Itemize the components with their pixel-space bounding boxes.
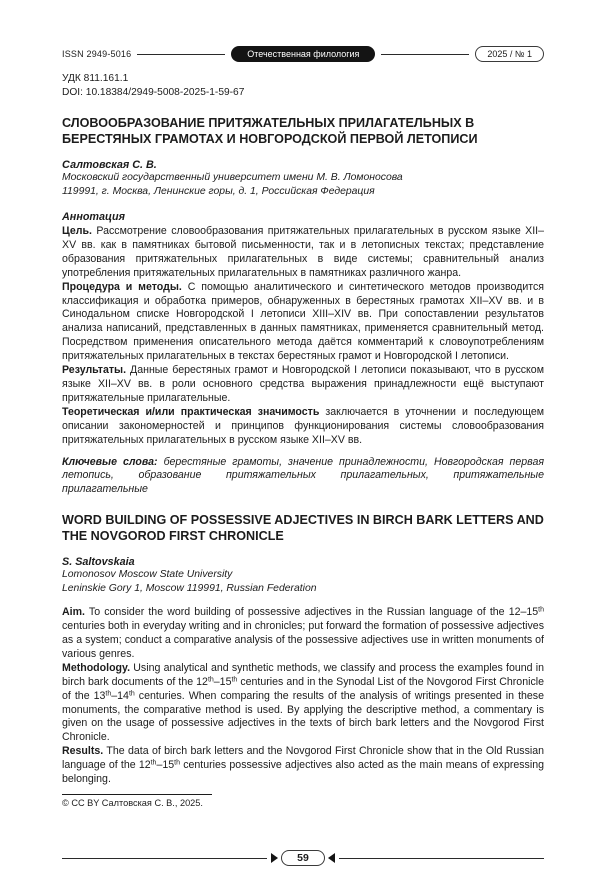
footer-rule-left <box>62 858 267 859</box>
footer-arrow-left-icon <box>271 853 278 863</box>
paragraph-text: To consider the word building of possessive adjectives in the Russian language of the 12–15th centuries both in everyday writing and in chronicles; put forward the formation of possessive adjectives as a system; conduct a comparative analysis of the possessive adjectives use in written monuments of various genres. <box>62 606 544 660</box>
abstract-paragraph-methods <box>62 281 544 364</box>
affiliation-en-2: Leninskie Gory 1, Moscow 119991, Russian Federation <box>62 582 317 594</box>
abstract-paragraph-significance <box>62 406 544 448</box>
affiliation-ru-1: Московский государственный университет имени М. В. Ломоносова <box>62 172 403 183</box>
abstract-paragraph-methodology-en <box>62 662 544 745</box>
header-rule-right <box>381 54 469 55</box>
copyright-footnote <box>62 794 544 808</box>
paragraph-lead: Methodology. <box>62 661 131 674</box>
paragraph-text: Using analytical and synthetic methods, we classify and process the examples found in birch bark documents of the 12th–15th centuries and in the Synodal List of the Novgorod First Chronicle of the 13th–14th centuries. When comparing the results of the analysis of writings presented in these monuments, the comparative method is used. By applying the descriptive method, a commentary is given on the usage of possessive adjectives in the texts of birch bark letters and the Novgorod First Chronicle. <box>62 661 544 744</box>
article-title-ru: СЛОВООБРАЗОВАНИЕ ПРИТЯЖАТЕЛЬНЫХ ПРИЛАГАТЕЛЬНЫХ В БЕРЕСТЯНЫХ ГРАМОТАХ И НОВГОРОДСКОЙ ПЕРВОЙ ЛЕТОПИСИ <box>62 116 478 146</box>
abstract-paragraph-goal <box>62 225 544 281</box>
paragraph-lead: Процедура и методы. <box>62 280 182 293</box>
journal-section-badge: Отечественная филология <box>231 46 375 62</box>
article-title-en: WORD BUILDING OF POSSESSIVE ADJECTIVES IN BIRCH BARK LETTERS AND THE NOVGOROD FIRST CHRONICLE <box>62 513 544 543</box>
paragraph-text: The data of birch bark letters and the Novgorod First Chronicle show that in the Old Russian language of the 12th–15th centuries possessive adjectives also acted as the main means of expressing belonging. <box>62 745 544 786</box>
page-number: 59 <box>281 850 325 866</box>
keywords-text: берестяные грамоты, значение принадлежности, Новгородская первая летопись, образование притяжательных прилагательных, притяжательные прилагательные <box>62 455 544 496</box>
doi-line: DOI: 10.18384/2949-5008-2025-1-59-67 <box>62 86 245 98</box>
page-footer <box>62 850 544 866</box>
journal-header <box>62 46 544 62</box>
paragraph-lead: Теоретическая и/или практическая значимость <box>62 405 320 418</box>
paragraph-text: Данные берестяных грамот и Новгородской I летописи показывают, что в русском языке XII–XV вв. в роли основного средства выражения принадлежности ещё выступают притяжательные прилагательные. <box>62 364 544 404</box>
footer-arrow-right-icon <box>328 853 335 863</box>
author-ru: Салтовская С. В. <box>62 159 157 171</box>
paragraph-lead: Aim. <box>62 606 85 619</box>
paragraph-text: С помощью аналитического и синтетического методов производится классификация и обработка примеров, обнаруженных в берестяных грамотах XII–XV вв. и в Синодальном списке Новгородской I летописи XIII–XIV вв. При сопоставлении результатов анализа написаний, представленных в данных памятниках, применяется сравнительный метод. Посредством применения описательного метода даётся комментарий к словоупотреблениям притяжательных прилагательных в текстах берестяных грамот и Новгородской I летописи. <box>62 280 544 363</box>
affiliation-ru-2: 119991, г. Москва, Ленинские горы, д. 1, Российская Федерация <box>62 185 375 197</box>
abstract-paragraph-results <box>62 364 544 406</box>
abstract-heading-ru: Аннотация <box>62 211 125 223</box>
issue-badge: 2025 / № 1 <box>475 46 544 62</box>
affiliation-en-1: Lomonosov Moscow State University <box>62 569 233 581</box>
footnote-rule <box>62 794 212 795</box>
paragraph-text: заключается в уточнении и последующем описании закономерностей и принципов функционирования системы словообразования притяжательных прилагательных в русском языке XII–XV вв. <box>62 405 544 446</box>
abstract-paragraph-aim-en <box>62 606 544 662</box>
footer-rule-right <box>339 858 544 859</box>
paragraph-lead: Results. <box>62 745 104 758</box>
copyright-text: © CC BY Салтовская С. В., 2025. <box>62 798 203 808</box>
author-en: S. Saltovskaia <box>62 556 135 569</box>
paragraph-lead: Цель. <box>62 225 92 237</box>
abstract-en <box>62 606 544 787</box>
paragraph-text: Рассмотрение словообразования притяжательных прилагательных в русском языке XII–XV вв. как в памятниках бытовой письменности, так и в летописных текстах; представление образования притяжательных прилагательных в виде системы; сравнительный анализ употребления притяжательных прилагательных в памятниках различного жанра. <box>62 225 544 279</box>
paragraph-lead: Результаты. <box>62 364 127 377</box>
header-rule-left <box>137 54 225 55</box>
issn-label: ISSN 2949-5016 <box>62 49 132 59</box>
udk-line: УДК 811.161.1 <box>62 73 129 84</box>
abstract-paragraph-results-en <box>62 745 544 787</box>
keywords-ru <box>62 456 544 498</box>
keywords-lead: Ключевые слова: <box>62 455 158 468</box>
